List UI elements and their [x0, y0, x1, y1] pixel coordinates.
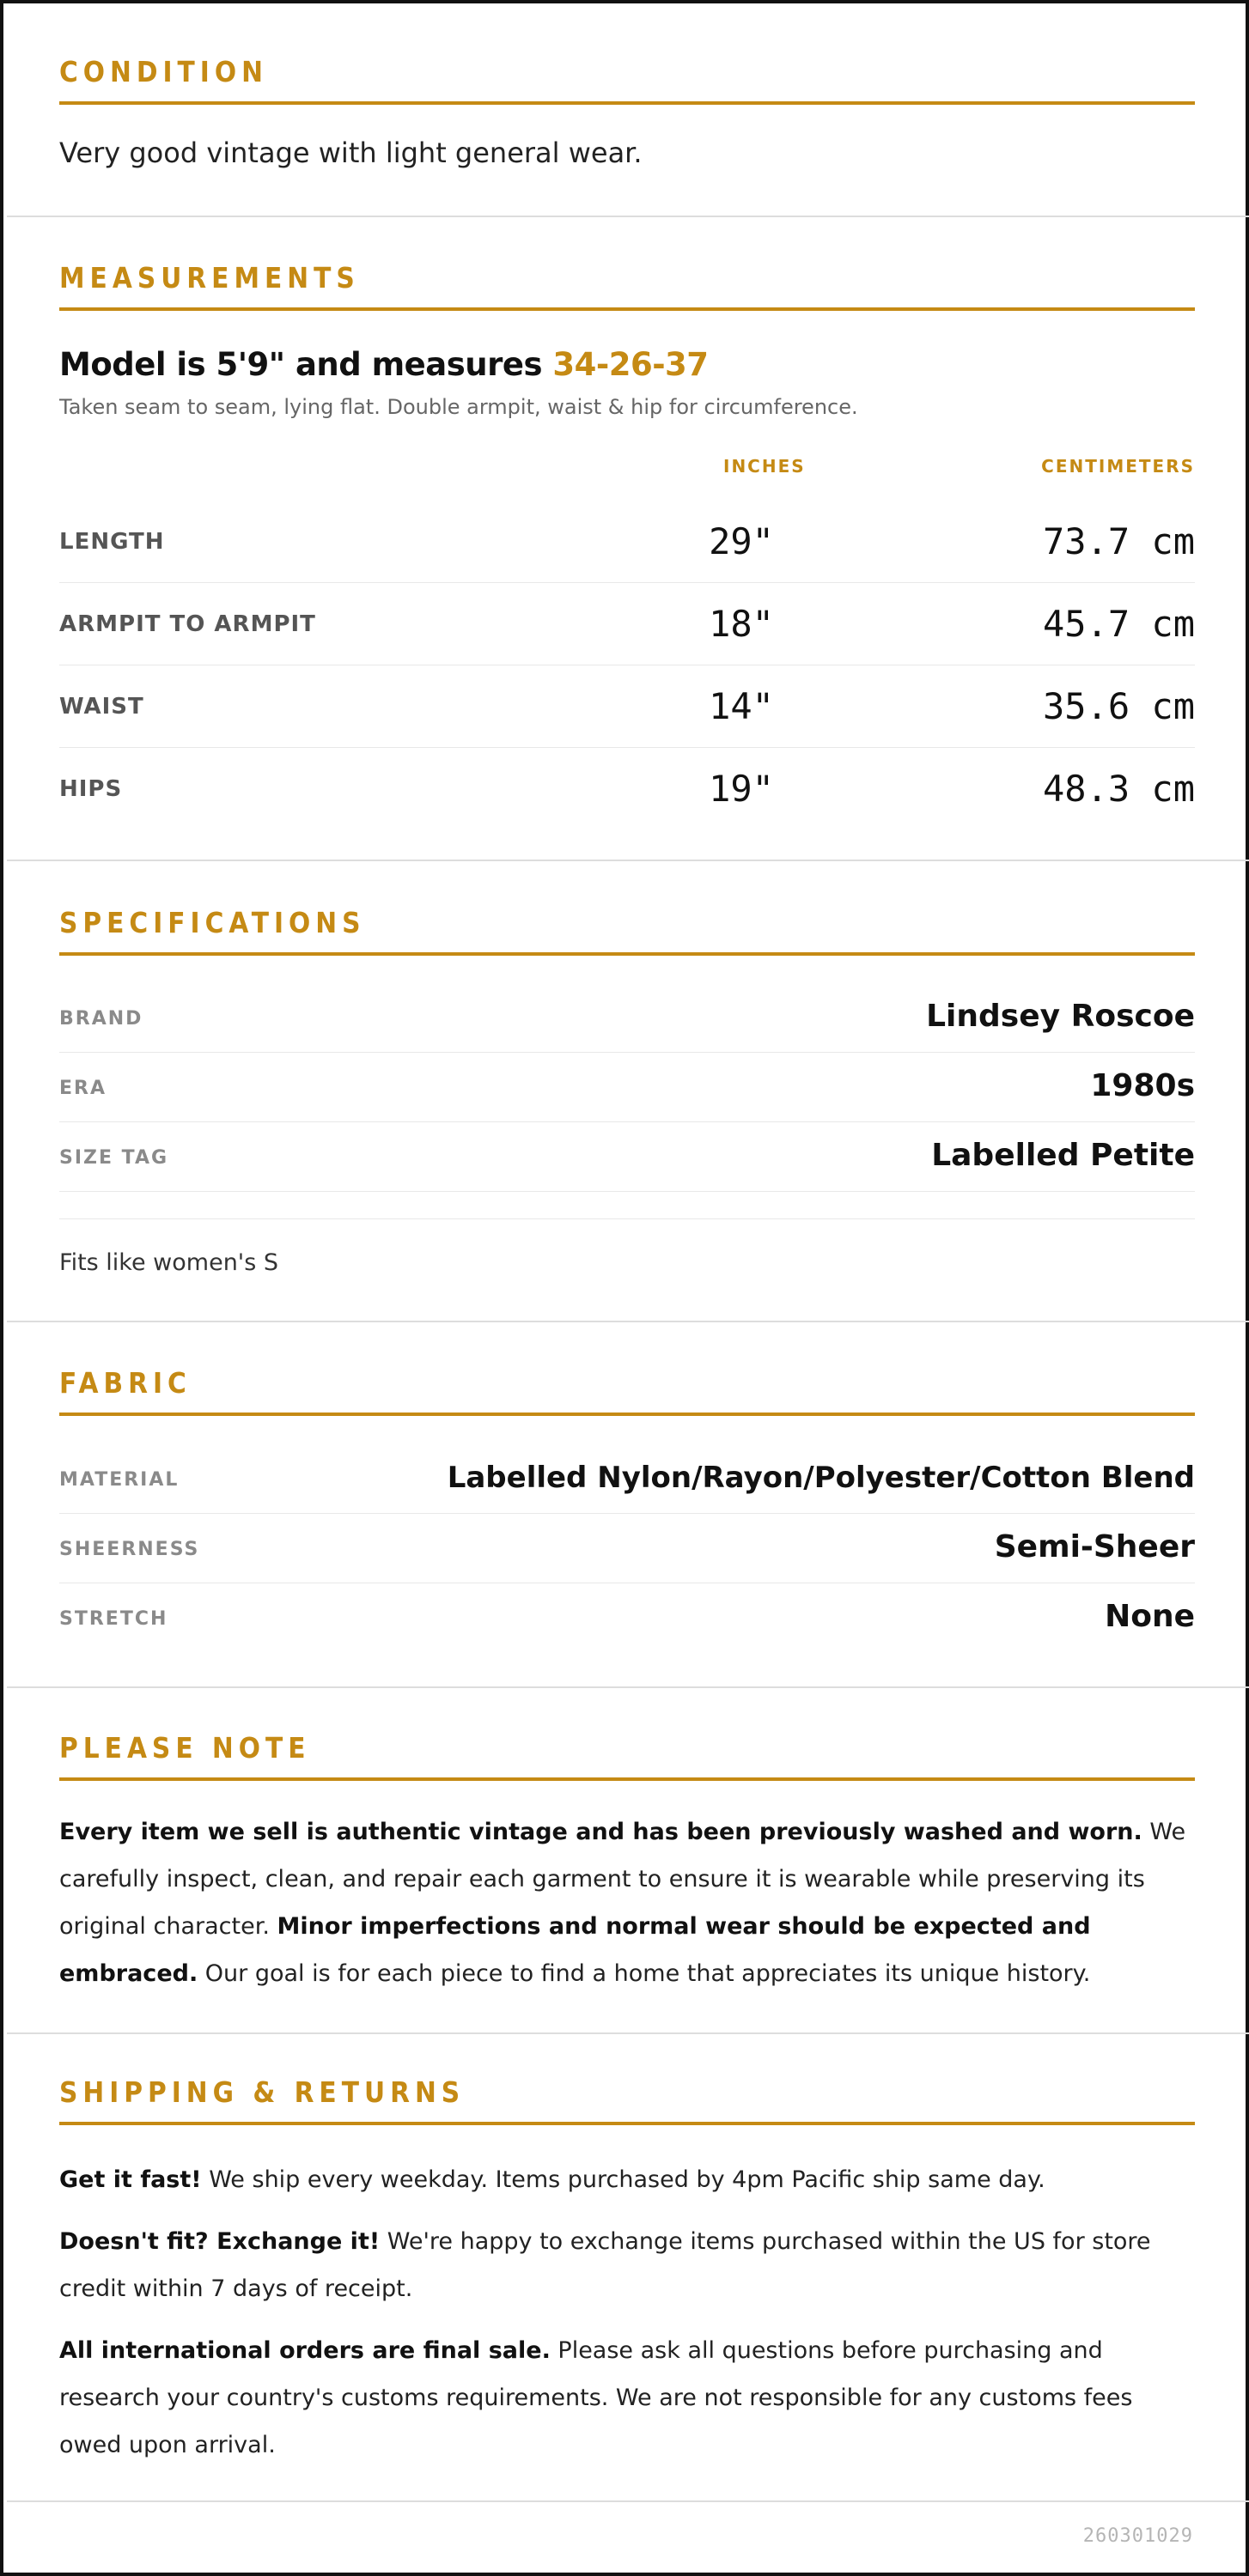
spec-label: SIZE TAG [59, 1147, 169, 1169]
fabric-label: STRETCH [59, 1608, 168, 1630]
please-note-section [7, 1688, 1249, 2034]
measurement-label: WAIST [59, 694, 144, 720]
section-heading [59, 2075, 1195, 2125]
shipping-text-3: Please ask all questions before purchasing and research your country's customs requirements. We are not responsible for any customs fees owed upon arrival. [59, 2337, 1133, 2458]
measurement-label: ARMPIT TO ARMPIT [59, 611, 316, 637]
spec-row-era [59, 1053, 1195, 1122]
fabric-row-material [59, 1444, 1195, 1514]
model-measures-value: 34-26-37 [552, 346, 709, 383]
measurements-heading: MEASUREMENTS [59, 261, 360, 295]
section-heading [59, 261, 1195, 311]
measurement-row-waist [59, 665, 1195, 748]
shipping-bold-2: Doesn't fit? Exchange it! [59, 2228, 381, 2255]
spec-row-brand [59, 983, 1195, 1053]
please-note-text-2: Our goal is for each piece to find a home that appreciates its unique history. [198, 1960, 1091, 1987]
fabric-label: SHEERNESS [59, 1539, 200, 1560]
specifications-section [7, 861, 1249, 1322]
specifications-heading: SPECIFICATIONS [59, 906, 366, 939]
measurement-inches: 18" [709, 603, 774, 645]
spec-label: BRAND [59, 1008, 143, 1030]
section-heading [59, 55, 1195, 105]
please-note-heading: PLEASE NOTE [59, 1731, 311, 1765]
shipping-bold-1: Get it fast! [59, 2166, 202, 2193]
shipping-heading: SHIPPING & RETURNS [59, 2075, 466, 2109]
fabric-heading: FABRIC [59, 1366, 192, 1400]
fabric-row-sheerness [59, 1514, 1195, 1583]
product-code: 260301029 [1082, 2525, 1193, 2547]
condition-section [7, 7, 1249, 217]
fabric-row-stretch [59, 1583, 1195, 1653]
measurement-inches: 19" [709, 768, 774, 810]
please-note-text [59, 1808, 1195, 1997]
model-prefix: Model is 5'9" and measures [59, 346, 553, 383]
fabric-value: Semi-Sheer [994, 1529, 1195, 1564]
shipping-paragraph-2 [59, 2218, 1195, 2312]
spec-label: ERA [59, 1078, 107, 1099]
shipping-text-1: We ship every weekday. Items purchased by 4pm Pacific ship same day. [201, 2166, 1045, 2193]
measurement-row-length [59, 501, 1195, 583]
measurement-inches: 29" [709, 520, 774, 562]
fabric-section [7, 1322, 1249, 1688]
measurement-centimeters: 73.7 cm [1042, 520, 1195, 562]
section-heading [59, 1731, 1195, 1781]
measurement-method-note: Taken seam to seam, lying flat. Double armpit, waist & hip for circumference. [59, 395, 858, 419]
shipping-text-2: We're happy to exchange items purchased within the US for store credit within 7 days of receipt. [59, 2228, 1151, 2302]
spec-value: Labelled Petite [931, 1138, 1195, 1173]
measurement-centimeters: 45.7 cm [1042, 603, 1195, 645]
measurement-label: LENGTH [59, 529, 165, 555]
model-measurements-title [59, 346, 709, 384]
section-heading [59, 906, 1195, 956]
fabric-value: None [1105, 1599, 1195, 1634]
measurement-centimeters: 35.6 cm [1042, 685, 1195, 727]
measurement-centimeters: 48.3 cm [1042, 768, 1195, 810]
measurement-row-armpit [59, 583, 1195, 665]
fabric-value: Labelled Nylon/Rayon/Polyester/Cotton Blend [447, 1461, 1195, 1495]
measurements-section [7, 217, 1249, 861]
measurement-inches: 14" [709, 685, 774, 727]
shipping-bold-3: All international orders are final sale. [59, 2337, 551, 2364]
please-note-bold-1: Every item we sell is authentic vintage and has been previously washed and worn. [59, 1819, 1142, 1845]
please-note-text-1: We carefully inspect, clean, and repair each garment to ensure it is wearable while preserving its original character. [59, 1819, 1186, 1940]
shipping-section [7, 2034, 1249, 2502]
column-header-inches: INCHES [723, 456, 806, 477]
condition-heading: CONDITION [59, 55, 268, 88]
condition-text: Very good vintage with light general wear. [59, 137, 643, 169]
shipping-paragraph-3 [59, 2327, 1195, 2469]
spec-value: Lindsey Roscoe [926, 999, 1195, 1034]
please-note-bold-2: Minor imperfections and normal wear should be expected and embraced. [59, 1913, 1091, 1987]
shipping-paragraph-1 [59, 2156, 1195, 2203]
measurement-row-hips [59, 748, 1195, 830]
spec-row-size-tag [59, 1122, 1195, 1192]
section-heading [59, 1366, 1195, 1416]
fit-note: Fits like women's S [59, 1249, 279, 1276]
spec-value: 1980s [1090, 1068, 1195, 1103]
measurement-label: HIPS [59, 776, 123, 802]
spec-divider [59, 1218, 1195, 1219]
column-header-centimeters: CENTIMETERS [1041, 456, 1195, 477]
fabric-label: MATERIAL [59, 1469, 180, 1491]
